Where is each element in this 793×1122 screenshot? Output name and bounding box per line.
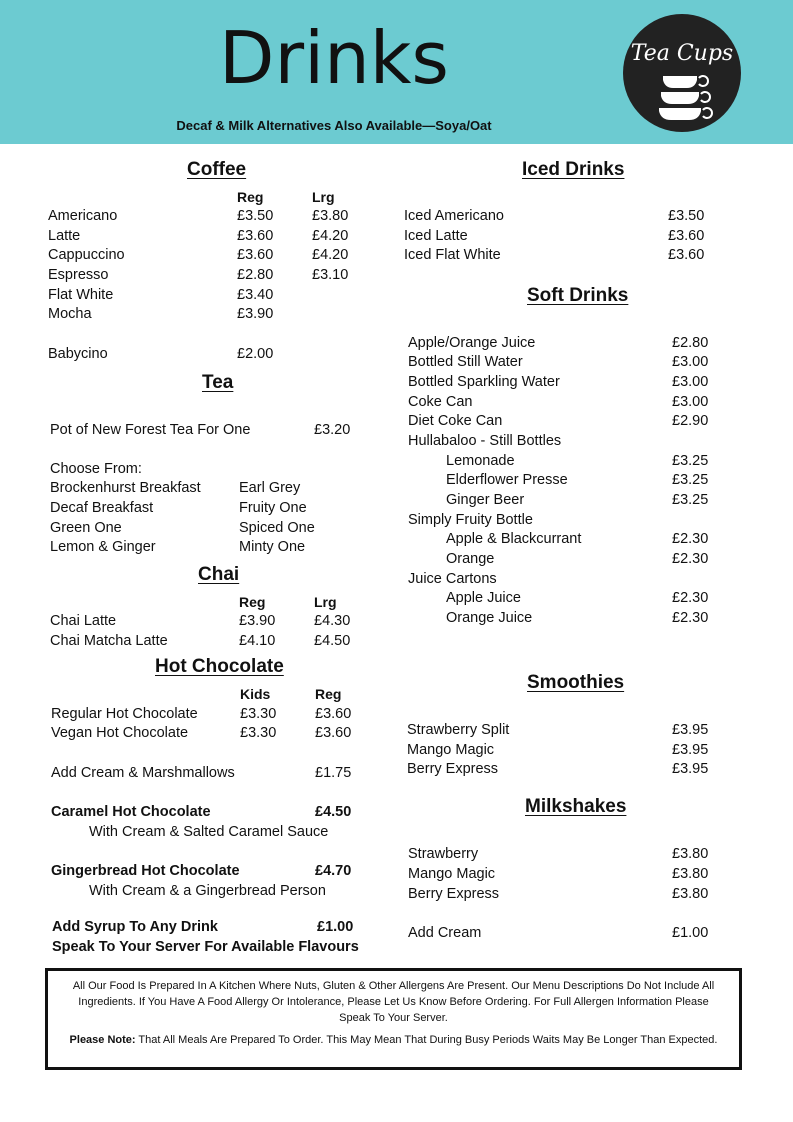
please-note-label: Please Note:: [69, 1034, 136, 1046]
menu-item-price: £3.90: [239, 613, 276, 629]
coffee-col-lrg: Lrg: [312, 189, 335, 205]
menu-item-price: £3.10: [312, 267, 349, 283]
hot-chocolate-col-reg: Reg: [315, 686, 342, 702]
tea-option: Minty One: [239, 539, 306, 555]
menu-item-name: Gingerbread Hot Chocolate: [51, 863, 240, 879]
menu-item-price: £4.10: [239, 633, 276, 649]
menu-item-price: £3.30: [240, 706, 277, 722]
chai-col-lrg: Lrg: [314, 594, 337, 610]
menu-item-name: Mango Magic: [407, 742, 495, 758]
menu-item-name: Babycino: [48, 346, 108, 362]
tea-option: Lemon & Ginger: [50, 539, 156, 555]
menu-item-name: Americano: [48, 208, 118, 224]
menu-item-name: Pot of New Forest Tea For One: [50, 422, 251, 438]
coffee-col-reg: Reg: [237, 189, 264, 205]
menu-item-name: Berry Express: [408, 886, 500, 902]
tea-heading: Tea: [202, 372, 234, 393]
menu-item-name: Iced Latte: [404, 228, 468, 244]
menu-group-label: Simply Fruity Bottle: [408, 512, 533, 528]
menu-item-price: £2.30: [672, 531, 709, 547]
menu-item-price: £3.60: [315, 725, 352, 741]
menu-item-price: £3.40: [237, 287, 274, 303]
menu-item-name: Apple Juice: [446, 590, 521, 606]
menu-item-name: Orange: [446, 551, 495, 567]
menu-item-price: £3.00: [672, 394, 709, 410]
menu-item-price: £4.30: [314, 613, 351, 629]
menu-group-label: Hullabaloo - Still Bottles: [408, 433, 562, 449]
syrup-note: Speak To Your Server For Available Flavours: [52, 939, 359, 955]
menu-item-name: Apple/Orange Juice: [408, 335, 536, 351]
menu-item-name: Orange Juice: [446, 610, 533, 626]
please-note-text: That All Meals Are Prepared To Order. This May Mean That During Busy Periods Waits May Be Longer Than Expected.: [135, 1034, 718, 1046]
menu-item-description: With Cream & a Gingerbread Person: [89, 883, 326, 899]
menu-item-price: £3.80: [672, 866, 709, 882]
page-title: Drinks: [219, 16, 449, 100]
menu-item-price: £4.70: [315, 863, 352, 879]
menu-item-price: £3.20: [314, 422, 351, 438]
menu-item-price: £3.80: [672, 886, 709, 902]
menu-item-name: Berry Express: [407, 761, 499, 777]
menu-item-name: Mocha: [48, 306, 92, 322]
menu-item-price: £3.95: [672, 761, 709, 777]
menu-item-price: £1.00: [672, 925, 709, 941]
please-note: [62, 1032, 725, 1048]
menu-item-name: Strawberry: [408, 846, 479, 862]
smoothies-heading: Smoothies: [527, 672, 625, 693]
menu-item-price: £3.25: [672, 453, 709, 469]
menu-item-name: Chai Latte: [50, 613, 117, 629]
menu-item-price: £4.50: [315, 804, 352, 820]
chai-col-reg: Reg: [239, 594, 266, 610]
allergen-text: All Our Food Is Prepared In A Kitchen Where Nuts, Gluten & Other Allergens Are Present. Our Menu Descriptions Do Not Include All Ingredients. If You Have A Food Allergy Or Intolerance, Please Let Us Know Before Ordering. For Full Allergen Information Please Speak To Your Server.: [72, 980, 715, 1024]
menu-item-name: Lemonade: [446, 453, 515, 469]
menu-item-price: £3.60: [237, 228, 274, 244]
page-subtitle: Decaf & Milk Alternatives Also Available—Soya/Oat: [176, 118, 492, 133]
menu-item-price: £2.80: [672, 335, 709, 351]
menu-item-name: Latte: [48, 228, 81, 244]
menu-item-name: Bottled Sparkling Water: [408, 374, 560, 390]
milkshakes-heading: Milkshakes: [525, 796, 627, 817]
menu-item-name: Diet Coke Can: [408, 413, 503, 429]
menu-item-price: £3.60: [668, 247, 705, 263]
menu-item-price: £3.95: [672, 722, 709, 738]
menu-item-name: Iced Americano: [404, 208, 504, 224]
menu-item-price: £3.25: [672, 472, 709, 488]
tea-choose-label: Choose From:: [50, 461, 142, 477]
tea-option: Brockenhurst Breakfast: [50, 480, 201, 496]
menu-item-name: Apple & Blackcurrant: [446, 531, 582, 547]
menu-item-name: Elderflower Presse: [446, 472, 568, 488]
menu-item-price: £3.60: [315, 706, 352, 722]
menu-item-name: Cappuccino: [48, 247, 125, 263]
menu-item-name: Add Syrup To Any Drink: [52, 919, 218, 935]
coffee-heading: Coffee: [187, 159, 247, 180]
menu-item-name: Vegan Hot Chocolate: [51, 725, 189, 741]
menu-item-name: Regular Hot Chocolate: [51, 706, 198, 722]
tea-option: Decaf Breakfast: [50, 500, 154, 516]
menu-item-name: Mango Magic: [408, 866, 496, 882]
menu-item-name: Chai Matcha Latte: [50, 633, 168, 649]
tea-option: Spiced One: [239, 520, 315, 536]
menu-item-name: Iced Flat White: [404, 247, 501, 263]
menu-item-price: £3.25: [672, 492, 709, 508]
soft-drinks-heading: Soft Drinks: [527, 285, 629, 306]
menu-item-price: £2.00: [237, 346, 274, 362]
menu-item-name: Espresso: [48, 267, 109, 283]
menu-item-price: £3.00: [672, 374, 709, 390]
menu-item-price: £4.50: [314, 633, 351, 649]
menu-item-price: £3.50: [237, 208, 274, 224]
menu-item-price: £2.80: [237, 267, 274, 283]
menu-item-name: Ginger Beer: [446, 492, 525, 508]
menu-item-price: £2.30: [672, 551, 709, 567]
menu-item-price: £3.80: [672, 846, 709, 862]
menu-item-price: £3.60: [668, 228, 705, 244]
menu-item-name: Flat White: [48, 287, 114, 303]
menu-item-price: £1.75: [315, 765, 352, 781]
menu-item-price: £4.20: [312, 247, 349, 263]
menu-item-price: £2.90: [672, 413, 709, 429]
menu-item-price: £3.80: [312, 208, 349, 224]
menu-item-price: £3.60: [237, 247, 274, 263]
menu-item-price: £3.90: [237, 306, 274, 322]
iced-drinks-heading: Iced Drinks: [522, 159, 625, 180]
tea-option: Earl Grey: [239, 480, 301, 496]
menu-item-price: £2.30: [672, 610, 709, 626]
header-banner: [0, 0, 793, 144]
menu-item-price: £1.00: [317, 919, 354, 935]
menu-item-price: £3.95: [672, 742, 709, 758]
menu-item-price: £4.20: [312, 228, 349, 244]
menu-item-name: Bottled Still Water: [408, 354, 523, 370]
menu-item-name: Add Cream & Marshmallows: [51, 765, 235, 781]
tea-option: Fruity One: [239, 500, 307, 516]
svg-text:Tea Cups: Tea Cups: [630, 41, 734, 66]
tea-cups-logo-icon: [623, 14, 741, 132]
menu-item-name: Coke Can: [408, 394, 473, 410]
allergen-notice: [45, 968, 742, 1070]
menu-item-price: £2.30: [672, 590, 709, 606]
menu-item-price: £3.00: [672, 354, 709, 370]
tea-option: Green One: [50, 520, 122, 536]
chai-heading: Chai: [198, 564, 240, 585]
hot-chocolate-heading: Hot Chocolate: [155, 656, 284, 677]
menu-item-price: £3.50: [668, 208, 705, 224]
menu-group-label: Juice Cartons: [408, 571, 497, 587]
menu-item-name: Strawberry Split: [407, 722, 510, 738]
menu-item-name: Add Cream: [408, 925, 482, 941]
menu-item-price: £3.30: [240, 725, 277, 741]
hot-chocolate-col-kids: Kids: [240, 686, 271, 702]
menu-item-name: Caramel Hot Chocolate: [51, 804, 211, 820]
menu-item-description: With Cream & Salted Caramel Sauce: [89, 824, 329, 840]
